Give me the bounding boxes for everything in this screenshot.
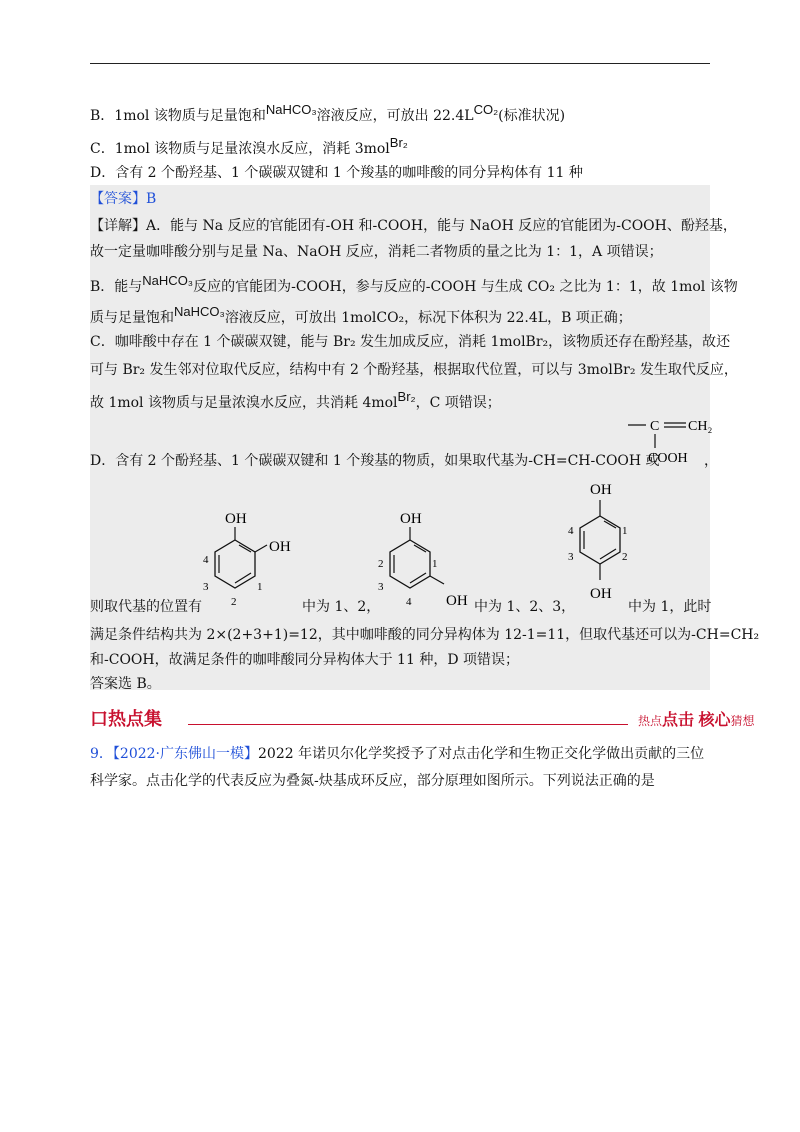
option-c-prefix: C．1mol 该物质与足量浓溴水反应，消耗 3mol bbox=[90, 141, 390, 157]
explanation-tag: 【详解】 bbox=[90, 218, 146, 234]
question-9-line1 bbox=[90, 744, 704, 764]
svg-text:OH: OH bbox=[269, 539, 291, 555]
nahco3-formula: NaHCO₃ bbox=[265, 102, 317, 117]
hot-section-underline bbox=[188, 724, 628, 725]
para-dihydroxy-structure bbox=[560, 472, 650, 612]
final-answer: 答案选 B。 bbox=[90, 676, 161, 692]
svg-text:1: 1 bbox=[432, 558, 438, 570]
svg-text:C: C bbox=[650, 419, 660, 434]
hot-section-slogan bbox=[638, 707, 755, 730]
hot-section-title: 口热点集 bbox=[90, 709, 162, 730]
option-b bbox=[90, 100, 565, 126]
svg-text:CH₂: CH₂ bbox=[688, 419, 713, 434]
svg-text:OH: OH bbox=[590, 482, 612, 498]
explanation-d-line4: 和-COOH，故满足条件的咖啡酸同分异构体大于 11 种，D 项错误； bbox=[90, 652, 519, 668]
svg-text:3: 3 bbox=[378, 581, 384, 593]
explanation-b1a: B．能与 bbox=[90, 279, 143, 295]
svg-text:2: 2 bbox=[231, 596, 237, 608]
slogan-click: 点击 bbox=[662, 710, 695, 729]
explanation-b-line1 bbox=[90, 271, 738, 297]
explanation-d-line2d: 中为 1，此时 bbox=[628, 599, 712, 615]
explanation-d-line2a: 则取代基的位置有 bbox=[90, 599, 202, 615]
explanation-d-line2b: 中为 1、2， bbox=[302, 599, 381, 615]
svg-text:4: 4 bbox=[406, 596, 412, 608]
explanation-c-line3 bbox=[90, 387, 501, 413]
explanation-d-line3: 满足条件结构共为 2×(2+3+1)=12，其中咖啡酸的同分异构体为 12-1=11，但取代基还可以为-CH=CH₂ bbox=[90, 627, 760, 643]
explanation-a-line2: 故一定量咖啡酸分别与足量 Na、NaOH 反应，消耗二者物质的量之比为 1：1，A 项错误； bbox=[90, 244, 663, 260]
answer-tag: 【答案】 bbox=[90, 191, 146, 207]
svg-text:2: 2 bbox=[622, 551, 628, 563]
option-b-middle: 溶液反应，可放出 22.4L bbox=[316, 108, 474, 124]
slogan-hot: 热点 bbox=[638, 714, 663, 728]
nahco3-formula-2: NaHCO₃ bbox=[142, 273, 194, 288]
slogan-core: 核心 bbox=[698, 710, 731, 729]
explanation-b1b: 反应的官能团为-COOH，参与反应的-COOH 与生成 CO₂ 之比为 1：1，故 1mol 该物 bbox=[193, 279, 738, 295]
explanation-b-line2 bbox=[90, 302, 632, 328]
svg-text:COOH: COOH bbox=[648, 451, 688, 466]
explanation-c-line1: C．咖啡酸中存在 1 个碳碳双键，能与 Br₂ 发生加成反应，消耗 1molBr₂，该物质还存在酚羟基，故还 bbox=[90, 334, 731, 350]
ortho-dihydroxy-structure bbox=[195, 505, 305, 615]
explanation-d-line1-end: ， bbox=[704, 453, 718, 469]
br2-formula: Br₂ bbox=[389, 135, 408, 150]
explanation-b2a: 质与足量饱和 bbox=[90, 310, 174, 326]
explanation-d-line1 bbox=[90, 451, 660, 471]
option-d: D．含有 2 个酚羟基、1 个碳碳双键和 1 个羧基的咖啡酸的同分异构体有 11 种 bbox=[90, 165, 583, 181]
header-rule bbox=[90, 63, 710, 64]
question-9-text1: 2022 年诺贝尔化学奖授予了对点击化学和生物正交化学做出贡献的三位 bbox=[258, 746, 705, 762]
question-9-tag: 9．【2022·广东佛山一模】 bbox=[90, 746, 258, 762]
option-b-prefix: B．1mol 该物质与足量饱和 bbox=[90, 108, 266, 124]
explanation-c3b: ，C 项错误； bbox=[415, 395, 501, 411]
svg-text:OH: OH bbox=[225, 511, 247, 527]
option-b-suffix: (标准状况) bbox=[498, 108, 566, 124]
explanation-d1: D．含有 2 个酚羟基、1 个碳碳双键和 1 个羧基的物质，如果取代基为-CH=CH-COOH 或 bbox=[90, 453, 660, 469]
answer-value: B bbox=[146, 191, 157, 207]
nahco3-formula-3: NaHCO₃ bbox=[174, 304, 225, 319]
svg-text:1: 1 bbox=[257, 581, 263, 593]
co2-formula: CO₂ bbox=[473, 102, 499, 117]
explanation-a1: A．能与 Na 反应的官能团有-OH 和-COOH，能与 NaOH 反应的官能团为-COOH、酚羟基， bbox=[146, 218, 737, 234]
svg-text:4: 4 bbox=[203, 554, 209, 566]
explanation-c-line2: 可与 Br₂ 发生邻对位取代反应，结构中有 2 个酚羟基，根据取代位置，可以与 3molBr₂ 发生取代反应， bbox=[90, 362, 738, 378]
svg-text:1: 1 bbox=[622, 525, 628, 537]
svg-text:OH: OH bbox=[400, 511, 422, 527]
meta-dihydroxy-structure bbox=[370, 505, 480, 615]
svg-text:4: 4 bbox=[568, 525, 574, 537]
option-c bbox=[90, 133, 408, 159]
svg-text:3: 3 bbox=[568, 551, 574, 563]
slogan-guess: 猜想 bbox=[730, 714, 755, 728]
svg-text:OH: OH bbox=[446, 593, 468, 609]
svg-text:2: 2 bbox=[378, 558, 384, 570]
hot-section-header bbox=[90, 705, 755, 730]
svg-text:3: 3 bbox=[203, 581, 209, 593]
explanation-d-line2c: 中为 1、2、3， bbox=[474, 599, 576, 615]
explanation-b2b: 溶液反应，可放出 1molCO₂，标况下体积为 22.4L，B 项正确； bbox=[224, 310, 632, 326]
svg-text:OH: OH bbox=[590, 586, 612, 602]
explanation-a-line1 bbox=[90, 216, 737, 236]
br2-formula-2: Br₂ bbox=[397, 389, 416, 404]
answer-line bbox=[90, 189, 156, 209]
question-9-line2: 科学家。点击化学的代表反应为叠氮-炔基成环反应，部分原理如图所示。下列说法正确的是 bbox=[90, 773, 655, 789]
explanation-c3a: 故 1mol 该物质与足量浓溴水反应，共消耗 4mol bbox=[90, 395, 398, 411]
